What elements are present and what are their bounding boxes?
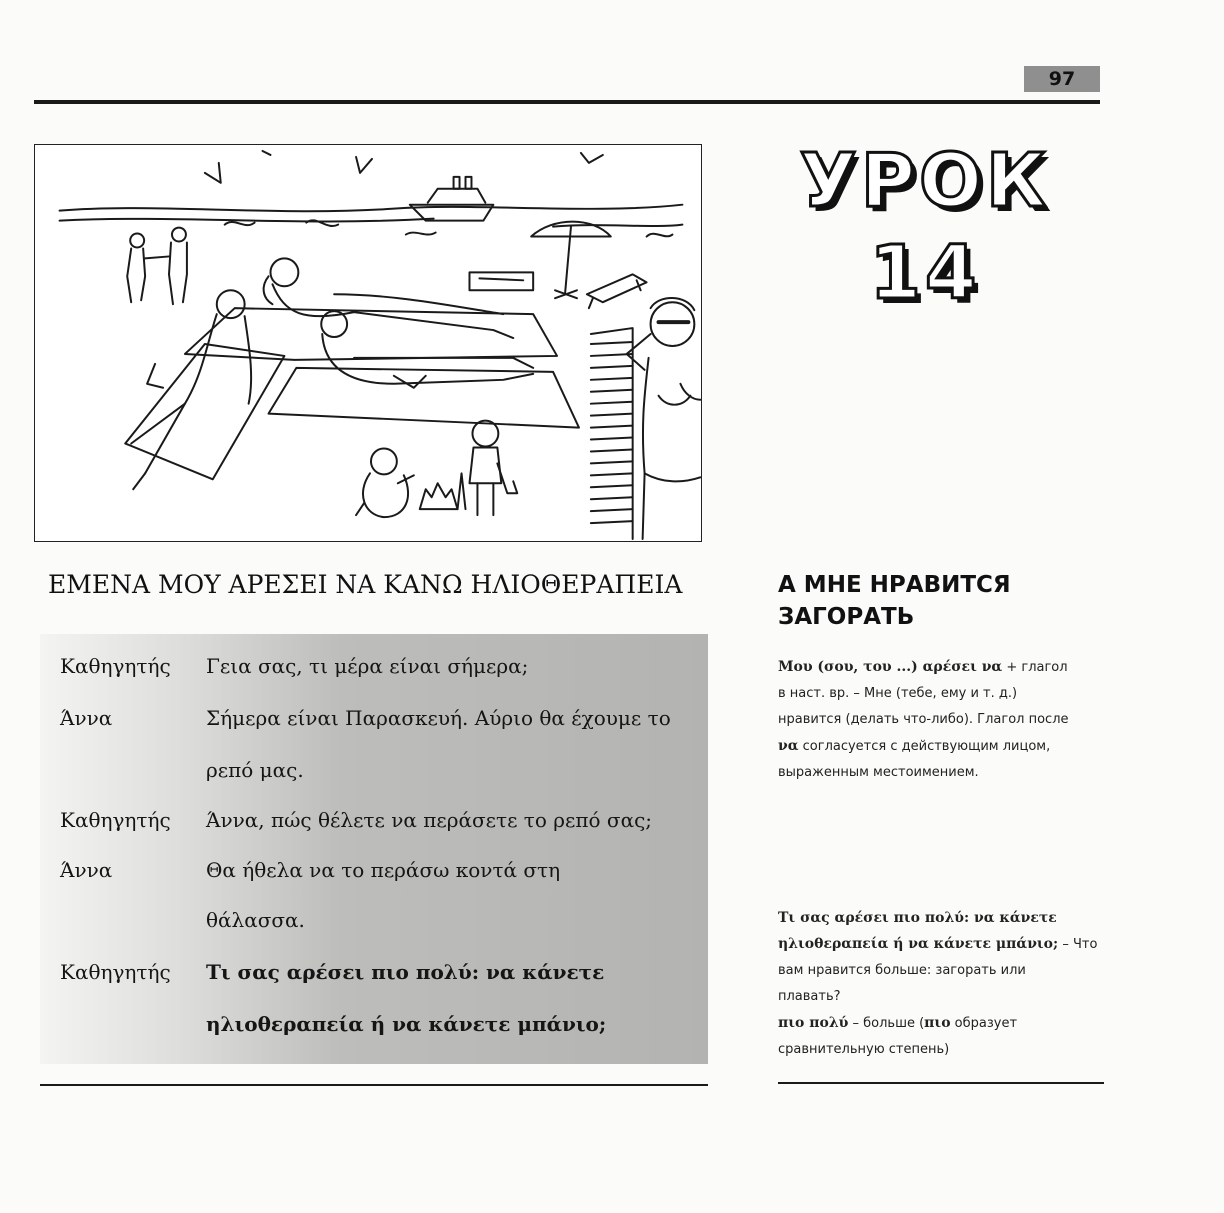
bottom-rule-right <box>778 1082 1104 1084</box>
dialogue-line: Άννα, πώς θέλετε να περάσετε το ρεπό σας; <box>206 808 653 832</box>
note-greek: πιο πολύ <box>778 1015 849 1031</box>
dialogue-line: θάλασσα. <box>206 908 305 932</box>
note-line <box>778 1010 1108 1037</box>
greek-heading: ΕΜΕΝΑ ΜΟΥ ΑΡΕΣΕΙ ΝΑ ΚΑΝΩ ΗΛΙΟΘΕΡΑΠΕΙΑ <box>48 570 683 599</box>
top-rule <box>34 100 1100 104</box>
dialogue-speaker: Καθηγητής <box>60 960 171 984</box>
note-line: в наст. вр. – Мне (тебе, ему и т. д.) <box>778 686 1018 701</box>
dialogue-line: Σήμερα είναι Παρασκευή. Αύριο θα έχουμε το <box>206 706 671 730</box>
note-line <box>778 654 1108 681</box>
grammar-note <box>778 654 1108 786</box>
lesson-number: 14 <box>869 230 981 316</box>
bottom-rule-left <box>40 1084 708 1086</box>
note-line: Τι σας αρέσει πιο πολύ: να κάνετε <box>778 910 1057 926</box>
note-text: + глагол <box>1002 660 1068 675</box>
dialogue-line: ρεπό μας. <box>206 758 304 782</box>
beach-scene-icon <box>35 145 701 541</box>
dialogue-speaker: Άννα <box>60 858 113 882</box>
dialogue-speaker: Καθηγητής <box>60 654 171 678</box>
vocabulary-note <box>778 905 1108 1063</box>
russian-heading-line: А МНЕ НРАВИТСЯ <box>778 572 1011 598</box>
note-line: сравнительную степень) <box>778 1042 950 1057</box>
dialogue-line: ηλιοθεραπεία ή να κάνετε μπάνιο; <box>206 1012 607 1036</box>
note-line <box>778 931 1108 958</box>
page-number: 97 <box>1024 66 1100 92</box>
russian-heading <box>778 569 1098 633</box>
dialogue-speaker: Καθηγητής <box>60 808 171 832</box>
note-greek: να <box>778 738 799 754</box>
dialogue-speaker: Άννα <box>60 706 113 730</box>
note-line <box>778 733 1108 760</box>
russian-heading-line: ЗАГОРАТЬ <box>778 604 915 630</box>
note-greek: πιο <box>924 1015 951 1031</box>
note-text: согласуется с действующим лицом, <box>798 739 1051 754</box>
note-line: нравится (делать что-либо). Глагол после <box>778 712 1069 727</box>
dialogue-line: Γεια σας, τι μέρα είναι σήμερα; <box>206 654 529 678</box>
note-line: плавать? <box>778 989 841 1004</box>
beach-illustration <box>34 144 702 542</box>
note-greek: Μου (σου, του ...) αρέσει να <box>778 659 1003 675</box>
note-line: вам нравится больше: загорать или <box>778 963 1026 978</box>
note-text: – больше ( <box>848 1016 925 1031</box>
dialogue-line: Θα ήθελα να το περάσω κοντά στη <box>206 858 561 882</box>
note-line: выраженным местоимением. <box>778 765 979 780</box>
lesson-word: УРОК <box>799 138 1051 224</box>
dialogue-line: Τι σας αρέσει πιο πολύ: να κάνετε <box>206 960 605 984</box>
dialogue-box <box>40 634 708 1064</box>
note-text: – Что <box>1058 937 1098 952</box>
note-text: образует <box>950 1016 1018 1031</box>
note-greek: ηλιοθεραπεία ή να κάνετε μπάνιο; <box>778 936 1059 952</box>
